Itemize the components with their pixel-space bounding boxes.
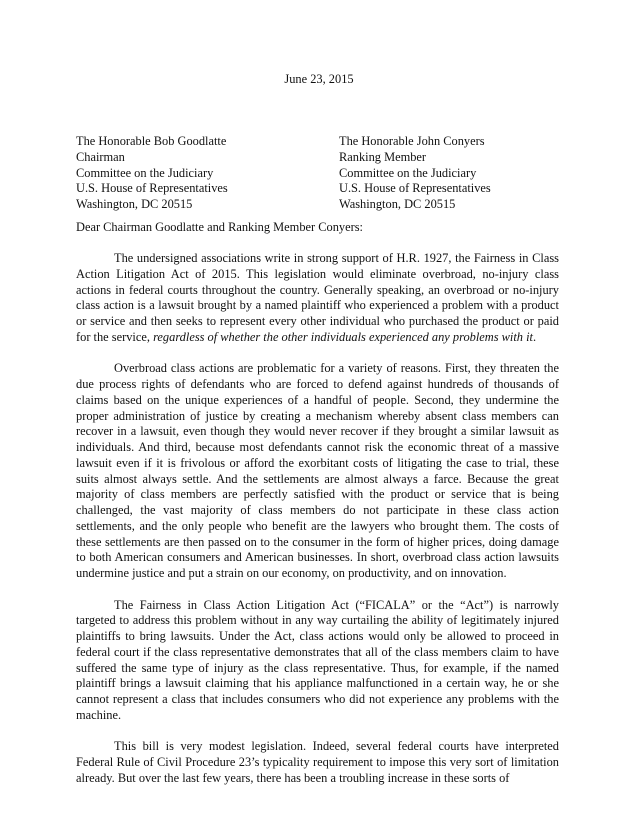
paragraph-text: The undersigned associations write in strong support of H.R. 1927, the Fairness in Class Action Litigation Act of 2015. This legislation would eliminate overbroad, no-injury class actions in federal courts throughout the country. Generally speaking, an overbroad or no-injury class action is a lawsuit brought by a named plaintiff who experienced a problem with a product or service and then seeks to represent every other individual who purchased the product or paid for the service, bbox=[76, 251, 559, 344]
body-paragraph-2: Overbroad class actions are problematic for a variety of reasons. First, they threaten the due process rights of defendants who are forced to defend against hundreds of thousands of claims based on the unique experiences of a handful of people. Second, they undermine the proper administration of justice by creating a mechanism whereby absent class members can recover in a lawsuit, even though they would never recover if they brought a similar lawsuit as individuals. And third, because most defendants cannot risk the economic threat of a massive lawsuit even if it is frivolous or afford the exorbitant costs of litigating the case to trial, these suits almost always settle. And the settlements are almost always a farce. Because the great majority of class members are perfectly satisfied with the product or service that is being challenged, the vast majority of class members do not participate in these class action settlements, and the only people who benefit are the lawyers who brought them. The costs of these settlements are then passed on to the consumer in the form of higher prices, doing damage to both American consumers and American businesses. In short, overbroad class action lawsuits undermine justice and put a strain on our economy, on productivity, and on innovation. bbox=[76, 361, 559, 580]
body-paragraph-1 bbox=[76, 251, 559, 346]
recipient-committee: Committee on the Judiciary bbox=[76, 165, 214, 180]
recipient-organization: U.S. House of Representatives bbox=[339, 181, 491, 196]
recipient-city: Washington, DC 20515 bbox=[76, 197, 193, 211]
recipient-organization: U.S. House of Representatives bbox=[76, 181, 228, 196]
recipient-city: Washington, DC 20515 bbox=[339, 197, 456, 211]
recipient-title: Chairman bbox=[76, 149, 125, 164]
paragraph-tail: . bbox=[532, 329, 537, 344]
body-paragraph-3: The Fairness in Class Action Litigation Act (“FICALA” or the “Act”) is narrowly targeted to address this problem without in any way curtailing the ability of legitimately injured plaintiffs to bring lawsuits. Under the Act, class actions would only be allowed to proceed in federal court if the class representative demonstrates that all of the class members claim to have suffered the same type of injury as the class representative. Thus, for example, if the named plaintiff brings a lawsuit claiming that his appliance malfunctioned in a certain way, he or she cannot represent a class that includes consumers who did not experience any problems with the machine. bbox=[76, 597, 559, 722]
recipient-name: The Honorable Bob Goodlatte bbox=[76, 134, 227, 148]
letter-date: June 23, 2015 bbox=[284, 72, 354, 86]
recipient-name: The Honorable John Conyers bbox=[339, 134, 485, 148]
emphasized-text: regardless of whether the other individuals experienced any problems with it bbox=[153, 329, 533, 344]
letter-body bbox=[76, 251, 559, 787]
body-paragraph-4: This bill is very modest legislation. Indeed, several federal courts have interpreted Federal Rule of Civil Procedure 23’s typicality requirement to impose this very sort of limitation already. But over the last few years, there has been a troubling increase in these sorts of bbox=[76, 739, 559, 785]
recipient-title: Ranking Member bbox=[339, 149, 427, 164]
recipient-address-right bbox=[339, 134, 491, 213]
recipient-committee: Committee on the Judiciary bbox=[339, 165, 477, 180]
salutation: Dear Chairman Goodlatte and Ranking Member Conyers: bbox=[76, 220, 363, 234]
recipient-address-left bbox=[76, 134, 228, 213]
